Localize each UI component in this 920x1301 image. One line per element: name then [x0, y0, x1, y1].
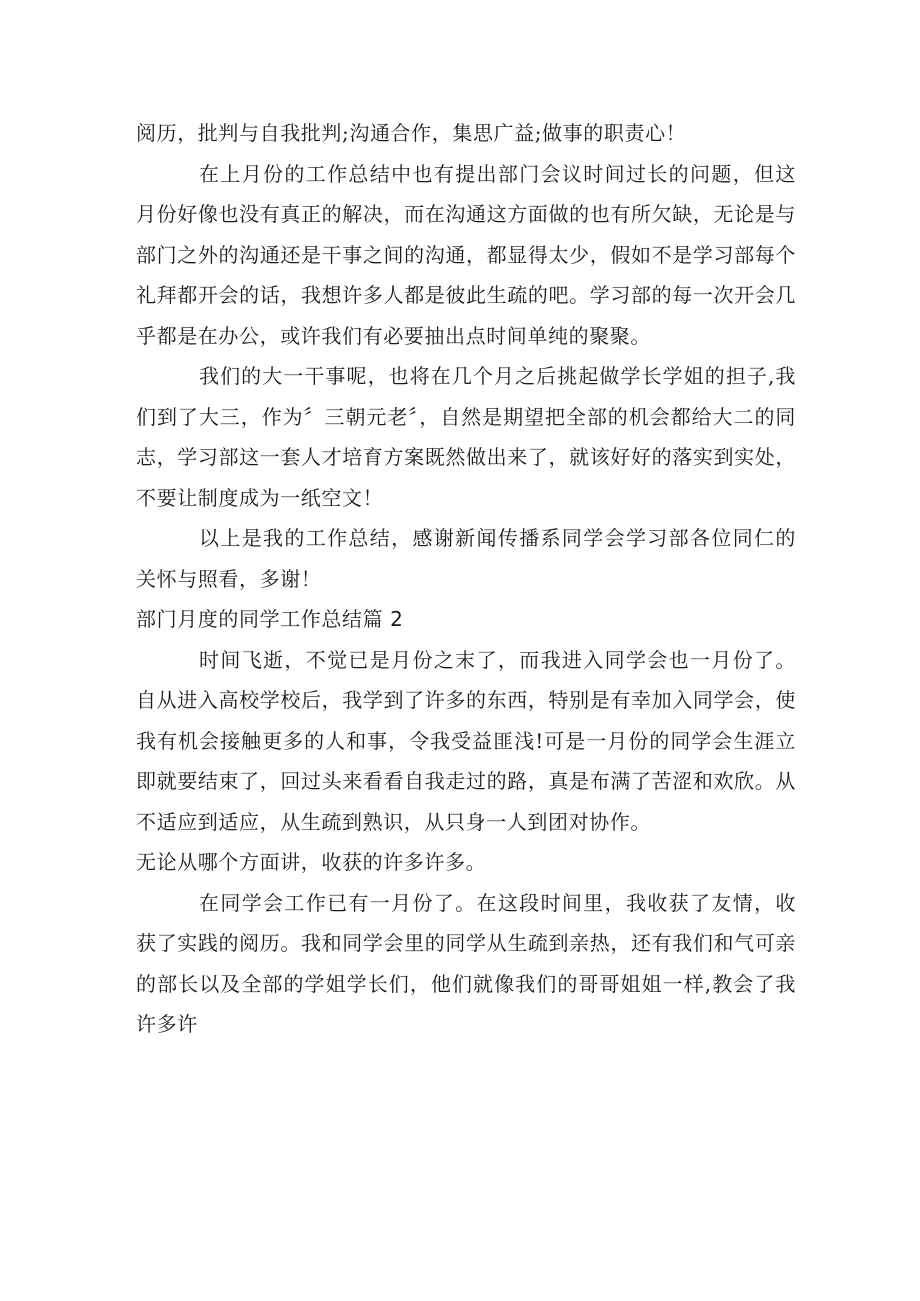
- paragraph-4: 以上是我的工作总结，感谢新闻传播系同学会学习部各位同仁的关怀与照看，多谢！: [136, 526, 796, 591]
- paragraph-3: 我们的大一干事呢，也将在几个月之后挑起做学长学姐的担子,我们到了大三，作为〞三朝元老〞，自然是期望把全部的机会都给大二的同志，学习部这一套人才培育方案既然做出来了，就该好好的落实到实处，不要让制度成为一纸空文！: [136, 364, 796, 510]
- paragraph-1: 阅历，批判与自我批判;沟通合作，集思广益;做事的职责心！: [136, 121, 687, 145]
- document-body: [136, 113, 796, 1045]
- paragraph-7: 在同学会工作已有一月份了。在这段时间里，我收获了友情，收获了实践的阅历。我和同学会里的同学从生疏到亲热，还有我们和气可亲的部长以及全部的学姐学长们，他们就像我们的哥哥姐姐一样,教会了我许多许: [136, 890, 796, 1036]
- paragraph-5: 时间飞逝，不觉已是月份之末了，而我进入同学会也一月份了。自从进入高校学校后，我学到了许多的东西，特别是有幸加入同学会，使我有机会接触更多的人和事，令我受益匪浅!可是一月份的同学会生涯立即就要结束了，回过头来看看自我走过的路，真是布满了苦涩和欢欣。从不适应到适应，从生疏到熟识，从只身一人到团对协作。: [136, 647, 796, 834]
- section-heading: 部门月度的同学工作总结篇 2: [136, 607, 404, 631]
- paragraph-2: 在上月份的工作总结中也有提出部门会议时间过长的问题，但这月份好像也没有真正的解决，而在沟通这方面做的也有所欠缺，无论是与部门之外的沟通还是干事之间的沟通，都显得太少，假如不是学习部每个礼拜都开会的话，我想许多人都是彼此生疏的吧。学习部的每一次开会几乎都是在办公，或许我们有必要抽出点时间单纯的聚聚。: [136, 161, 796, 348]
- paragraph-6: 无论从哪个方面讲，收获的许多许多。: [136, 850, 487, 874]
